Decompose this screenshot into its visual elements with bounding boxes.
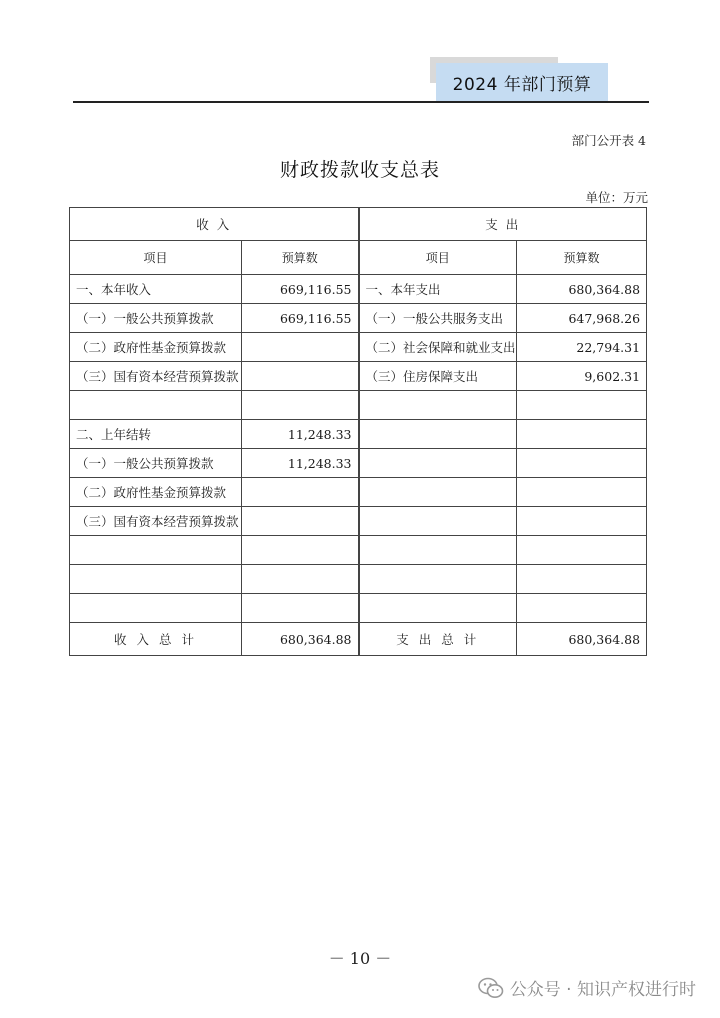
- income-item-cell: [70, 536, 242, 565]
- watermark-text: 公众号 · 知识产权进行时: [509, 980, 696, 1000]
- expense-item-cell: [359, 449, 517, 478]
- income-total-label: 收 入 总 计: [70, 623, 242, 656]
- expense-item-cell: [359, 536, 517, 565]
- income-item-column-header: 项目: [70, 241, 242, 275]
- income-item-cell: 一、本年收入: [70, 275, 242, 304]
- income-amount-cell: 11,248.33: [242, 420, 359, 449]
- table-row: [70, 507, 647, 536]
- income-amount-cell: [242, 565, 359, 594]
- table-row: [70, 391, 647, 420]
- expense-item-cell: [359, 565, 517, 594]
- expense-amount-cell: [517, 565, 647, 594]
- expense-amount-cell: 22,794.31: [517, 333, 647, 362]
- table-row: [70, 275, 647, 304]
- income-item-cell: （三）国有资本经营预算拨款: [70, 507, 242, 536]
- table-row: [70, 594, 647, 623]
- income-section-header: 收 入: [70, 208, 359, 241]
- expense-amount-column-header: 预算数: [517, 241, 647, 275]
- expense-item-cell: （二）社会保障和就业支出: [359, 333, 517, 362]
- expense-amount-cell: [517, 507, 647, 536]
- table-row: [70, 362, 647, 391]
- income-amount-cell: [242, 478, 359, 507]
- income-total-amount: 680,364.88: [242, 623, 359, 656]
- column-header-row: [70, 241, 647, 275]
- expense-item-cell: [359, 594, 517, 623]
- expense-item-column-header: 项目: [359, 241, 517, 275]
- expense-total-label: 支 出 总 计: [359, 623, 517, 656]
- expense-amount-cell: [517, 478, 647, 507]
- income-amount-cell: [242, 536, 359, 565]
- income-amount-column-header: 预算数: [242, 241, 359, 275]
- income-amount-cell: 669,116.55: [242, 304, 359, 333]
- income-amount-cell: [242, 594, 359, 623]
- table-row: [70, 565, 647, 594]
- table-row: [70, 333, 647, 362]
- page-number: － 10 －: [328, 949, 392, 968]
- expense-section-header: 支 出: [359, 208, 647, 241]
- income-item-cell: [70, 565, 242, 594]
- table-row: [70, 304, 647, 333]
- table-row: [70, 420, 647, 449]
- income-amount-cell: [242, 391, 359, 420]
- income-item-cell: （二）政府性基金预算拨款: [70, 478, 242, 507]
- table-row: [70, 478, 647, 507]
- income-item-cell: 二、上年结转: [70, 420, 242, 449]
- expense-item-cell: （一）一般公共服务支出: [359, 304, 517, 333]
- table-row: [70, 536, 647, 565]
- expense-amount-cell: [517, 391, 647, 420]
- expense-item-cell: [359, 507, 517, 536]
- header-tag: 2024 年部门预算: [436, 63, 608, 101]
- income-item-cell: （二）政府性基金预算拨款: [70, 333, 242, 362]
- income-item-cell: （一）一般公共预算拨款: [70, 304, 242, 333]
- income-amount-cell: [242, 507, 359, 536]
- expense-amount-cell: 680,364.88: [517, 275, 647, 304]
- expense-amount-cell: [517, 420, 647, 449]
- income-item-cell: （一）一般公共预算拨款: [70, 449, 242, 478]
- income-item-cell: （三）国有资本经营预算拨款: [70, 362, 242, 391]
- watermark: [478, 975, 696, 1000]
- table-row: [70, 449, 647, 478]
- expense-item-cell: [359, 391, 517, 420]
- income-item-cell: [70, 391, 242, 420]
- table-number: 部门公开表 4: [571, 133, 646, 148]
- expense-amount-cell: 647,968.26: [517, 304, 647, 333]
- expense-item-cell: [359, 478, 517, 507]
- header-rule: [73, 101, 649, 103]
- total-row: [70, 623, 647, 656]
- wechat-icon: [478, 977, 504, 999]
- expense-total-amount: 680,364.88: [517, 623, 647, 656]
- income-amount-cell: 11,248.33: [242, 449, 359, 478]
- document-title: 财政拨款收支总表: [279, 159, 440, 181]
- income-amount-cell: [242, 333, 359, 362]
- section-header-row: [70, 208, 647, 241]
- budget-table: [69, 207, 647, 656]
- unit-label: 单位：万元: [585, 190, 648, 205]
- expense-amount-cell: [517, 536, 647, 565]
- income-amount-cell: [242, 362, 359, 391]
- expense-amount-cell: [517, 449, 647, 478]
- expense-amount-cell: [517, 594, 647, 623]
- expense-item-cell: （三）住房保障支出: [359, 362, 517, 391]
- expense-item-cell: 一、本年支出: [359, 275, 517, 304]
- expense-amount-cell: 9,602.31: [517, 362, 647, 391]
- income-item-cell: [70, 594, 242, 623]
- expense-item-cell: [359, 420, 517, 449]
- income-amount-cell: 669,116.55: [242, 275, 359, 304]
